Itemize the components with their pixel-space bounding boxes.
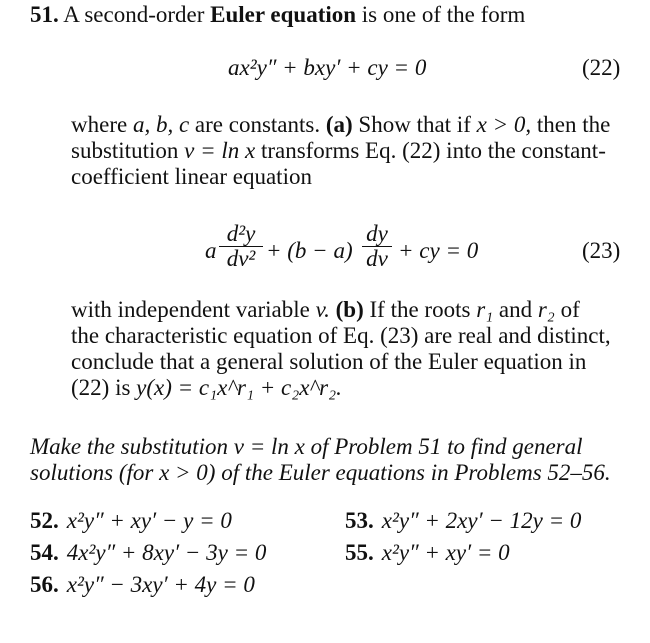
paragraph-2-line-3: conclude that a general solution of the Euler equation in	[71, 349, 587, 374]
eq23-fraction-1-numerator: d²y	[219, 222, 263, 247]
problem-56	[30, 572, 255, 598]
substitution-expression: v = ln x	[184, 138, 256, 163]
eq23-middle: + (b − a)	[266, 238, 353, 263]
problem-number: 55.	[345, 540, 374, 565]
intro-text-b: is one of the form	[361, 2, 526, 27]
problem-equation: x²y″ + 2xy′ − 12y = 0	[381, 508, 582, 533]
text: transforms Eq. (22) into the constant-	[260, 138, 606, 163]
text: of	[560, 297, 580, 322]
paragraph-1-line-2	[71, 138, 606, 164]
eq23-a: a	[205, 238, 217, 263]
root-r1: r₁	[476, 297, 494, 322]
paragraph-2-line-4	[71, 375, 342, 401]
paragraph-1-line-3: coefficient linear equation	[71, 164, 312, 189]
part-a-label: (a)	[325, 112, 353, 137]
eq23-end: + cy = 0	[398, 238, 479, 263]
problem-number: 53.	[345, 508, 374, 533]
equation-23-tag: (23)	[582, 238, 621, 263]
general-solution: y(x) = c₁x^r₁ + c₂x^r₂.	[136, 375, 342, 400]
problem-number: 52.	[30, 508, 59, 533]
problem-number: 51.	[30, 2, 59, 27]
text: Show that if	[358, 112, 471, 137]
instructions-line-2: solutions (for x > 0) of the Euler equations in Problems 52–56.	[30, 460, 611, 485]
condition-x-positive: x > 0,	[476, 112, 532, 137]
problem-equation: x²y″ − 3xy′ + 4y = 0	[66, 572, 255, 597]
problem-52	[30, 508, 232, 534]
problem-51-intro	[30, 2, 525, 28]
text: then the	[536, 112, 611, 137]
text: (22) is	[71, 375, 131, 400]
equation-22-body: ax²y″ + bxy′ + cy = 0	[228, 55, 427, 80]
equation-22	[228, 55, 426, 81]
eq23-fraction-2-denominator: dv	[366, 246, 388, 271]
text: where	[71, 112, 128, 137]
problem-equation: x²y″ + xy′ = 0	[381, 540, 510, 565]
constants-abc: a, b, c	[132, 112, 190, 137]
paragraph-2-line-1	[71, 297, 580, 323]
text: with independent variable	[71, 297, 310, 322]
eq23-fraction-1	[219, 222, 263, 271]
problem-equation: x²y″ + xy′ − y = 0	[66, 508, 232, 533]
eq23-fraction-2	[362, 222, 392, 271]
instructions-line-1: Make the substitution v = ln x of Problem 51 to find general	[30, 434, 583, 459]
problem-55	[345, 540, 510, 566]
intro-text-a: A second-order	[63, 2, 205, 27]
problem-54	[30, 540, 266, 566]
part-b-label: (b)	[335, 297, 364, 322]
problem-number: 54.	[30, 540, 59, 565]
problem-equation: 4x²y″ + 8xy′ − 3y = 0	[66, 540, 267, 565]
paragraph-2-line-2: the characteristic equation of Eq. (23) are real and distinct,	[71, 323, 611, 348]
problem-number: 56.	[30, 572, 59, 597]
eq23-fraction-1-denominator: dv²	[226, 246, 256, 271]
text: are constants.	[194, 112, 321, 137]
text: and	[498, 297, 533, 322]
text: substitution	[71, 138, 179, 163]
variable-v: v.	[315, 297, 330, 322]
eq23-fraction-2-numerator: dy	[362, 222, 392, 247]
root-r2: r₂	[537, 297, 555, 322]
equation-22-tag: (22)	[582, 55, 621, 80]
euler-equation-term: Euler equation	[210, 2, 357, 27]
paragraph-1-line-1	[71, 112, 610, 138]
text: If the roots	[369, 297, 471, 322]
problem-53	[345, 508, 581, 534]
